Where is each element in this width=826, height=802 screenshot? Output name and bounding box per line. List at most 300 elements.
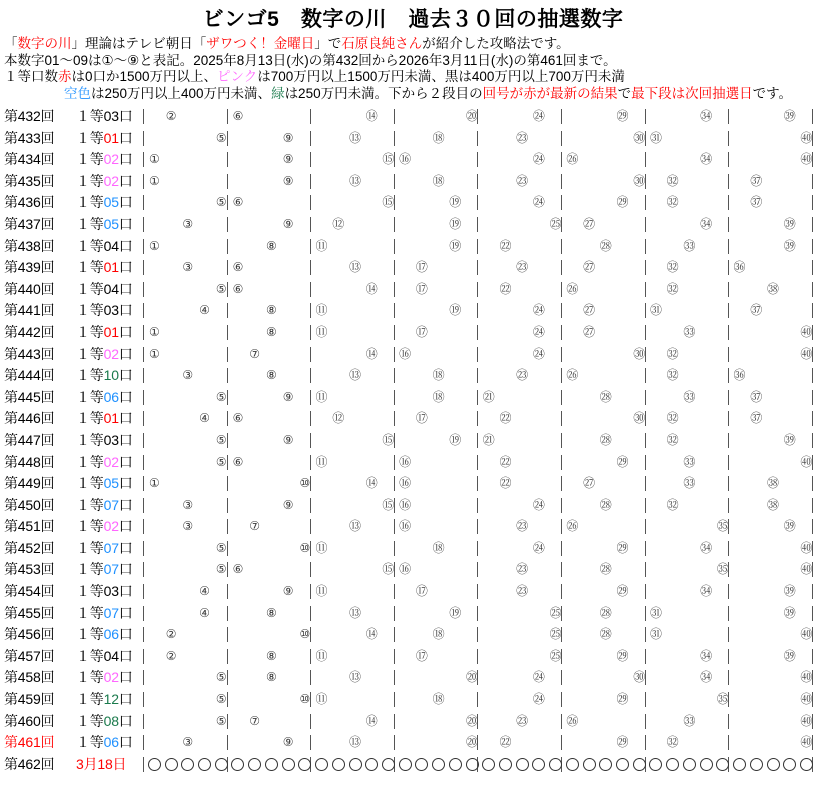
group-separator	[394, 282, 395, 297]
drawn-number: ㊵	[800, 130, 813, 145]
prize-suffix: 口	[118, 475, 133, 492]
empty-number-slot	[733, 758, 746, 771]
drawn-number: ㊲	[750, 195, 763, 210]
number-river	[140, 667, 820, 689]
drawn-number: ㊴	[783, 216, 796, 231]
number-river	[140, 603, 820, 625]
drawn-number: ㉜	[666, 260, 679, 275]
prize-count-value: 01	[103, 259, 119, 276]
group-separator	[310, 670, 311, 685]
drawn-number: ⑦	[249, 519, 261, 534]
drawn-number: ⑭	[365, 281, 378, 296]
drawn-number: ㉗	[583, 216, 596, 231]
group-separator	[310, 606, 311, 621]
group-separator	[143, 714, 144, 729]
prize-prefix: １等	[76, 604, 104, 621]
drawn-number: ⑪	[315, 648, 328, 663]
table-row	[0, 473, 826, 495]
group-separator	[310, 195, 311, 210]
drawn-number: ⑱	[432, 368, 445, 383]
drawn-number: ⑯	[399, 454, 412, 469]
group-separator	[394, 476, 395, 491]
group-separator	[227, 152, 228, 167]
note-line-2	[4, 53, 822, 70]
drawn-number: ㉟	[716, 692, 729, 707]
round-label: 第459回	[4, 691, 55, 708]
drawn-number: ⑲	[449, 432, 462, 447]
group-separator	[477, 131, 478, 146]
number-river	[140, 300, 820, 322]
round-label: 第434回	[4, 151, 55, 168]
table-row	[0, 106, 826, 128]
group-separator	[477, 368, 478, 383]
drawn-number: ⑪	[315, 389, 328, 404]
prize-prefix: １等	[76, 496, 104, 513]
prize-suffix: 口	[118, 734, 133, 751]
group-separator	[645, 390, 646, 405]
drawn-number: ⑤	[215, 713, 227, 728]
drawn-number: ⑨	[282, 130, 294, 145]
drawn-number: ㉒	[499, 476, 512, 491]
drawn-number: ㉓	[516, 130, 529, 145]
group-separator	[394, 627, 395, 642]
drawn-number: ⑪	[315, 324, 328, 339]
drawn-number: ㉛	[649, 130, 662, 145]
group-separator	[394, 714, 395, 729]
empty-number-slot	[415, 758, 428, 771]
round-label: 第438回	[4, 237, 55, 254]
note-4-segment-4: は250万円未満。下から２段目の	[284, 85, 483, 101]
group-separator	[728, 152, 729, 167]
prize-prefix: １等	[76, 475, 104, 492]
table-row	[0, 279, 826, 301]
first-prize-count	[76, 279, 133, 301]
prize-count-value: 02	[103, 151, 119, 168]
drawn-number: ㉔	[532, 195, 545, 210]
group-separator	[227, 735, 228, 750]
drawn-number: ㉚	[633, 411, 646, 426]
first-prize-count	[76, 236, 133, 258]
group-separator	[143, 692, 144, 707]
drawn-number: ㉜	[666, 173, 679, 188]
drawn-number: ㉜	[666, 346, 679, 361]
prize-suffix: 口	[118, 151, 133, 168]
drawn-number: ⑬	[348, 368, 361, 383]
drawn-number: ㉖	[566, 519, 579, 534]
group-separator	[812, 411, 813, 426]
group-separator	[394, 541, 395, 556]
drawn-number: ㉛	[649, 303, 662, 318]
drawn-number: ㊱	[733, 368, 746, 383]
drawn-number: ㉙	[616, 692, 629, 707]
drawn-number: ⑭	[365, 476, 378, 491]
drawn-number: ㉕	[549, 216, 562, 231]
first-prize-count	[76, 495, 133, 517]
drawn-number: ⑱	[432, 692, 445, 707]
prize-suffix: 口	[118, 712, 133, 729]
group-separator	[728, 174, 729, 189]
drawn-number: ㊵	[800, 152, 813, 167]
drawn-number: ㉖	[566, 368, 579, 383]
group-separator	[143, 735, 144, 750]
drawn-number: ⑭	[365, 713, 378, 728]
group-separator	[477, 260, 478, 275]
first-prize-count	[76, 322, 133, 344]
group-separator	[561, 476, 562, 491]
group-separator	[728, 735, 729, 750]
empty-number-slot	[432, 758, 445, 771]
empty-number-slot	[181, 758, 194, 771]
prize-prefix: １等	[76, 323, 104, 340]
table-row	[0, 257, 826, 279]
prize-suffix: 口	[118, 669, 133, 686]
group-separator	[728, 476, 729, 491]
drawn-number: ⑯	[399, 476, 412, 491]
drawn-number: ㉜	[666, 411, 679, 426]
prize-suffix: 口	[118, 172, 133, 189]
group-separator	[477, 498, 478, 513]
round-label: 第433回	[4, 129, 55, 146]
drawn-number: ㉟	[716, 519, 729, 534]
drawn-number: ㊵	[800, 540, 813, 555]
group-separator	[728, 411, 729, 426]
number-river	[140, 192, 820, 214]
drawn-number: ⑬	[348, 130, 361, 145]
drawn-number: ㉝	[683, 454, 696, 469]
drawn-number: ④	[199, 584, 210, 599]
first-prize-count	[76, 581, 133, 603]
drawn-number: ㉓	[516, 713, 529, 728]
group-separator	[143, 649, 144, 664]
group-separator	[645, 476, 646, 491]
round-label: 第444回	[4, 367, 55, 384]
drawn-number: ⑯	[399, 346, 412, 361]
drawn-number: ⑱	[432, 389, 445, 404]
number-river	[140, 214, 820, 236]
prize-count-value: 08	[103, 712, 119, 729]
group-separator	[812, 368, 813, 383]
prize-count-value: 12	[103, 691, 119, 708]
note-1-segment-2: 数字の川	[17, 36, 72, 51]
empty-number-slot	[532, 758, 545, 771]
drawn-number: ㉓	[516, 260, 529, 275]
drawn-number: ⑤	[215, 432, 227, 447]
group-separator	[227, 325, 228, 340]
group-separator	[394, 455, 395, 470]
group-separator	[645, 368, 646, 383]
note-1-segment-1: 「	[4, 36, 18, 51]
drawn-number: ㉟	[716, 562, 729, 577]
prize-prefix: １等	[76, 431, 104, 448]
drawn-number: ㉗	[583, 260, 596, 275]
drawn-number: ㊴	[783, 584, 796, 599]
group-separator	[812, 195, 813, 210]
drawn-number: ⑨	[282, 152, 294, 167]
drawn-number: ㊲	[750, 389, 763, 404]
group-separator	[561, 303, 562, 318]
prize-suffix: 口	[118, 453, 133, 470]
group-separator	[143, 606, 144, 621]
prize-count-value: 04	[103, 237, 119, 254]
drawn-number: ⑤	[215, 540, 227, 555]
group-separator	[477, 692, 478, 707]
round-label: 第445回	[4, 388, 55, 405]
drawn-number: ㉙	[616, 109, 629, 123]
table-row	[0, 711, 826, 733]
drawn-number: ㉚	[633, 670, 646, 685]
group-separator	[645, 455, 646, 470]
drawn-number: ㉝	[683, 324, 696, 339]
group-separator	[645, 562, 646, 577]
group-separator	[728, 541, 729, 556]
round-label: 第436回	[4, 194, 55, 211]
group-separator	[645, 303, 646, 318]
table-row	[0, 538, 826, 560]
group-separator	[143, 217, 144, 232]
group-separator	[728, 606, 729, 621]
drawn-number: ⑮	[382, 432, 395, 447]
number-river	[140, 106, 820, 128]
number-river	[140, 538, 820, 560]
drawn-number: ⑯	[399, 519, 412, 534]
group-separator	[227, 303, 228, 318]
group-separator	[561, 260, 562, 275]
drawn-number: ⑳	[466, 109, 479, 123]
group-separator	[394, 390, 395, 405]
prize-suffix: 口	[118, 518, 133, 535]
group-separator	[477, 649, 478, 664]
prize-prefix: １等	[76, 734, 104, 751]
group-separator	[227, 109, 228, 124]
drawn-number: ㉙	[616, 584, 629, 599]
drawn-number: ①	[148, 346, 160, 361]
drawn-number: ㉒	[499, 454, 512, 469]
group-separator	[394, 131, 395, 146]
prize-count-value: 05	[103, 215, 119, 232]
empty-number-slot	[633, 758, 646, 771]
first-prize-count	[76, 408, 133, 430]
group-separator	[728, 670, 729, 685]
group-separator	[645, 519, 646, 534]
first-prize-count	[76, 646, 133, 668]
number-river	[140, 344, 820, 366]
drawn-number: ㉝	[683, 476, 696, 491]
drawn-number: ㉙	[616, 454, 629, 469]
drawn-number: ⑨	[282, 735, 294, 750]
first-prize-count	[76, 732, 133, 754]
prize-count-value: 01	[103, 323, 119, 340]
drawn-number: ⑲	[449, 216, 462, 231]
drawn-number: ㊱	[733, 260, 746, 275]
drawn-number: ㉞	[700, 648, 713, 663]
drawn-number: ㊴	[783, 648, 796, 663]
group-separator	[310, 649, 311, 664]
prize-suffix: 口	[118, 604, 133, 621]
drawn-number: ③	[182, 735, 194, 750]
group-separator	[310, 260, 311, 275]
group-separator	[477, 174, 478, 189]
prize-prefix: １等	[76, 626, 104, 643]
drawn-number: ㊵	[800, 735, 813, 750]
group-separator	[812, 584, 813, 599]
drawn-number: ⑧	[266, 324, 277, 339]
drawn-number: ⑧	[266, 303, 277, 318]
drawn-number: ㉝	[683, 713, 696, 728]
table-row	[0, 516, 826, 538]
drawn-number: ㉒	[499, 238, 512, 253]
note-4-segment-8: です。	[752, 85, 793, 101]
group-separator	[728, 260, 729, 275]
drawn-number: ㊳	[766, 476, 779, 491]
number-river	[140, 387, 820, 409]
first-prize-count	[76, 754, 126, 776]
group-separator	[310, 498, 311, 513]
drawn-number: ⑪	[315, 692, 328, 707]
prize-prefix: １等	[76, 151, 104, 168]
drawn-number: ⑥	[232, 260, 244, 275]
group-separator	[394, 303, 395, 318]
group-separator	[645, 217, 646, 232]
table-row	[0, 192, 826, 214]
group-separator	[227, 217, 228, 232]
drawn-number: ㊵	[800, 713, 813, 728]
round-label: 第462回	[4, 755, 55, 772]
drawn-number: ⑲	[449, 195, 462, 210]
table-row	[0, 171, 826, 193]
first-prize-count	[76, 365, 133, 387]
drawn-number: ①	[148, 476, 160, 491]
group-separator	[143, 152, 144, 167]
drawn-number: ㉘	[599, 562, 612, 577]
group-separator	[310, 714, 311, 729]
group-separator	[728, 390, 729, 405]
drawn-number: ⑤	[215, 130, 227, 145]
group-separator	[728, 368, 729, 383]
group-separator	[645, 325, 646, 340]
group-separator	[561, 325, 562, 340]
drawn-number: ㉘	[599, 238, 612, 253]
first-prize-count	[76, 257, 133, 279]
drawn-number: ④	[199, 411, 210, 426]
note-3-segment-4: ピンク	[217, 69, 258, 84]
drawn-number: ㊴	[783, 432, 796, 447]
group-separator	[561, 195, 562, 210]
group-separator	[645, 692, 646, 707]
group-separator	[477, 562, 478, 577]
number-river	[140, 711, 820, 733]
drawn-number: ㉖	[566, 281, 579, 296]
empty-number-slot	[683, 758, 696, 771]
number-river	[140, 452, 820, 474]
group-separator	[477, 584, 478, 599]
drawn-number: ㉜	[666, 735, 679, 750]
group-separator	[728, 303, 729, 318]
table-row	[0, 128, 826, 150]
group-separator	[561, 174, 562, 189]
group-separator	[310, 174, 311, 189]
first-prize-count	[76, 516, 133, 538]
group-separator	[645, 109, 646, 124]
round-label: 第452回	[4, 539, 55, 556]
drawn-number: ①	[148, 238, 160, 253]
group-separator	[728, 649, 729, 664]
round-label: 第451回	[4, 518, 55, 535]
note-line-1	[4, 36, 822, 53]
prize-prefix: １等	[76, 561, 104, 578]
drawn-number: ㉖	[566, 713, 579, 728]
empty-number-slot	[616, 758, 629, 771]
drawn-number: ③	[182, 497, 194, 512]
prize-prefix: １等	[76, 367, 104, 384]
empty-number-slot	[583, 758, 596, 771]
prize-suffix: 口	[118, 129, 133, 146]
drawn-number: ㉘	[599, 432, 612, 447]
page-title: ビンゴ5 数字の川 過去３０回の抽選数字	[202, 8, 624, 31]
group-separator	[645, 498, 646, 513]
group-separator	[143, 498, 144, 513]
drawn-number: ㉕	[549, 648, 562, 663]
group-separator	[227, 260, 228, 275]
group-separator	[728, 584, 729, 599]
round-label: 第446回	[4, 410, 55, 427]
round-label: 第457回	[4, 647, 55, 664]
drawn-number: ⑫	[332, 216, 345, 231]
drawn-number: ㉑	[482, 432, 495, 447]
drawn-number: ㉔	[532, 303, 545, 318]
group-separator	[728, 455, 729, 470]
group-separator	[812, 476, 813, 491]
prize-suffix: 口	[118, 194, 133, 211]
table-row	[0, 732, 826, 754]
drawn-number: ㉘	[599, 389, 612, 404]
first-prize-count	[76, 689, 133, 711]
group-separator	[645, 260, 646, 275]
drawn-number: ㊲	[750, 411, 763, 426]
empty-number-slot	[499, 758, 512, 771]
prize-count-value: 3月18日	[76, 755, 127, 772]
group-separator	[310, 239, 311, 254]
prize-count-value: 04	[103, 280, 119, 297]
number-river	[140, 495, 820, 517]
drawn-number: ⑨	[282, 216, 294, 231]
table-row	[0, 646, 826, 668]
number-river	[140, 516, 820, 538]
group-separator	[477, 195, 478, 210]
drawn-number: ㉜	[666, 195, 679, 210]
prize-count-value: 03	[103, 431, 119, 448]
first-prize-count	[76, 667, 133, 689]
note-4-segment-1: 空色	[64, 85, 91, 101]
prize-suffix: 口	[118, 647, 133, 664]
drawn-number: ㊵	[800, 670, 813, 685]
drawn-number: ㉓	[516, 173, 529, 188]
drawn-number: ㉔	[532, 497, 545, 512]
drawn-number: ㉗	[583, 303, 596, 318]
drawn-number: ㉔	[532, 670, 545, 685]
prize-prefix: １等	[76, 647, 104, 664]
group-separator	[645, 606, 646, 621]
empty-number-slot	[198, 758, 211, 771]
drawn-number: ⑲	[449, 303, 462, 318]
drawn-number: ⑯	[399, 562, 412, 577]
drawn-number: ㉙	[616, 195, 629, 210]
round-label: 第455回	[4, 604, 55, 621]
drawn-number: ㉒	[499, 735, 512, 750]
first-prize-count	[76, 538, 133, 560]
group-separator	[561, 562, 562, 577]
drawn-number: ⑮	[382, 562, 395, 577]
prize-suffix: 口	[118, 345, 133, 362]
